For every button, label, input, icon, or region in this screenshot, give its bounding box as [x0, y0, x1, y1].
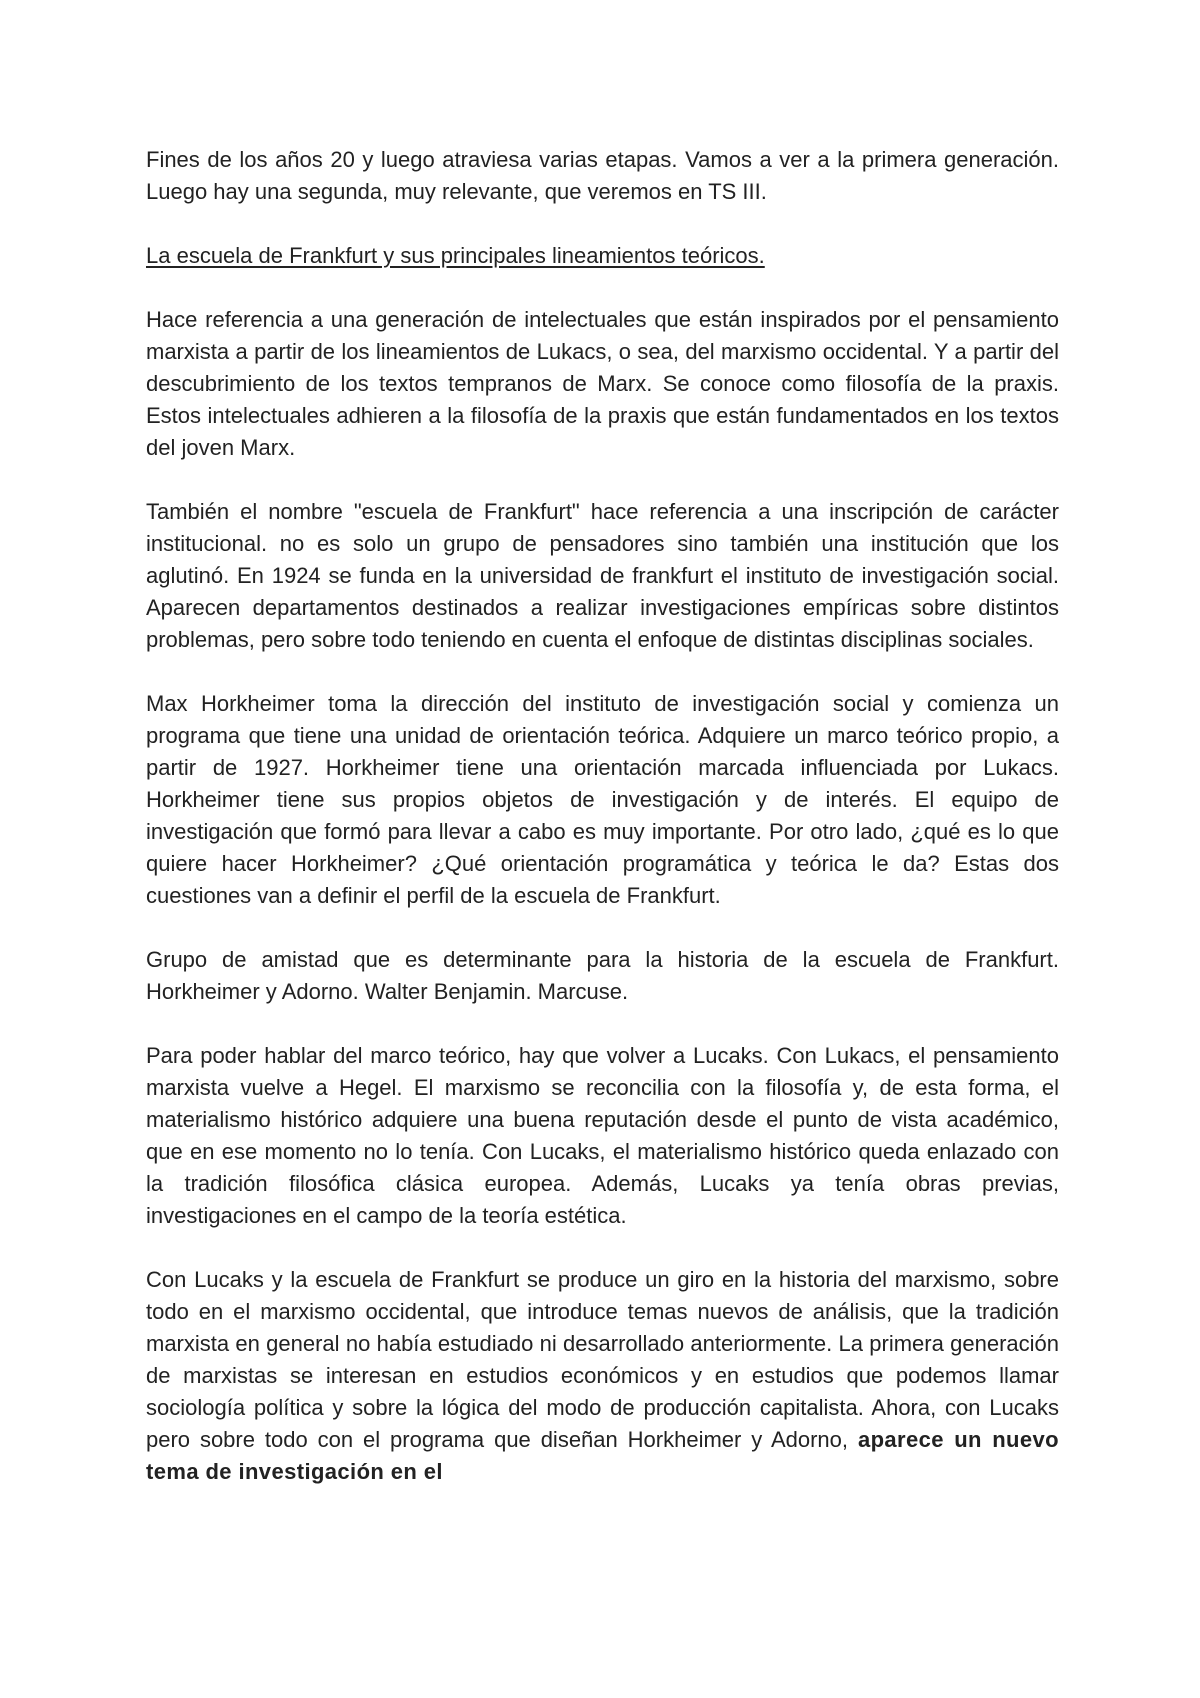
paragraph-friendship-group: Grupo de amistad que es determinante para la historia de la escuela de Frankfurt. Horkheimer y Adorno. Walter Benjamin. Marcuse. — [146, 947, 1059, 1004]
paragraph-marxism-turn — [146, 1264, 1059, 1488]
paragraph-institution: También el nombre "escuela de Frankfurt" hace referencia a una inscripción de carácter institucional. no es solo un grupo de pensadores sino también una institución que los aglutinó. En 1924 se funda en la universidad de frankfurt el instituto de investigación social. Aparecen departamentos destinados a realizar investigaciones empíricas sobre distintos problemas, pero sobre todo teniendo en cuenta el enfoque de distintas disciplinas sociales. — [146, 499, 1059, 652]
paragraph-theoretical-framework: Para poder hablar del marco teórico, hay que volver a Lucaks. Con Lukacs, el pensamiento marxista vuelve a Hegel. El marxismo se reconcilia con la filosofía y, de esta forma, el materialismo histórico adquiere una buena reputación desde el punto de vista académico, que en ese momento no lo tenía. Con Lucaks, el materialismo histórico queda enlazado con la tradición filosófica clásica europea. Además, Lucaks ya tenía obras previas, investigaciones en el campo de la teoría estética. — [146, 1043, 1059, 1228]
section-heading: La escuela de Frankfurt y sus principales lineamientos teóricos. — [146, 243, 765, 268]
paragraph-lukacs-praxis: Hace referencia a una generación de intelectuales que están inspirados por el pensamiento marxista a partir de los lineamientos de Lukacs, o sea, del marxismo occidental. Y a partir del descubrimiento de los textos tempranos de Marx. Se conoce como filosofía de la praxis. Estos intelectuales adhieren a la filosofía de la praxis que están fundamentados en los textos del joven Marx. — [146, 307, 1059, 460]
intro-paragraph: Fines de los años 20 y luego atraviesa varias etapas. Vamos a ver a la primera generación. Luego hay una segunda, muy relevante, que veremos en TS III. — [146, 147, 1059, 204]
paragraph-horkheimer: Max Horkheimer toma la dirección del instituto de investigación social y comienza un programa que tiene una unidad de orientación teórica. Adquiere un marco teórico propio, a partir de 1927. Horkheimer tiene una orientación marcada influenciada por Lukacs. Horkheimer tiene sus propios objetos de investigación y de interés. El equipo de investigación que formó para llevar a cabo es muy importante. Por otro lado, ¿qué es lo que quiere hacer Horkheimer? ¿Qué orientación programática y teórica le da? Estas dos cuestiones van a definir el perfil de la escuela de Frankfurt. — [146, 691, 1059, 908]
bold-emphasis-text: aparece un nuevo tema de investigación en el — [146, 1427, 1059, 1484]
document-body — [146, 144, 1059, 1520]
paragraph-marxism-turn-text: Con Lucaks y la escuela de Frankfurt se produce un giro en la historia del marxismo, sobre todo en el marxismo occidental, que introduce temas nuevos de análisis, que la tradición marxista en general no había estudiado ni desarrollado anteriormente. La primera generación de marxistas se interesan en estudios económicos y en estudios que podemos llamar sociología política y sobre la lógica del modo de producción capitalista. Ahora, con Lucaks pero sobre todo con el programa que diseñan Horkheimer y Adorno, — [146, 1267, 1059, 1452]
